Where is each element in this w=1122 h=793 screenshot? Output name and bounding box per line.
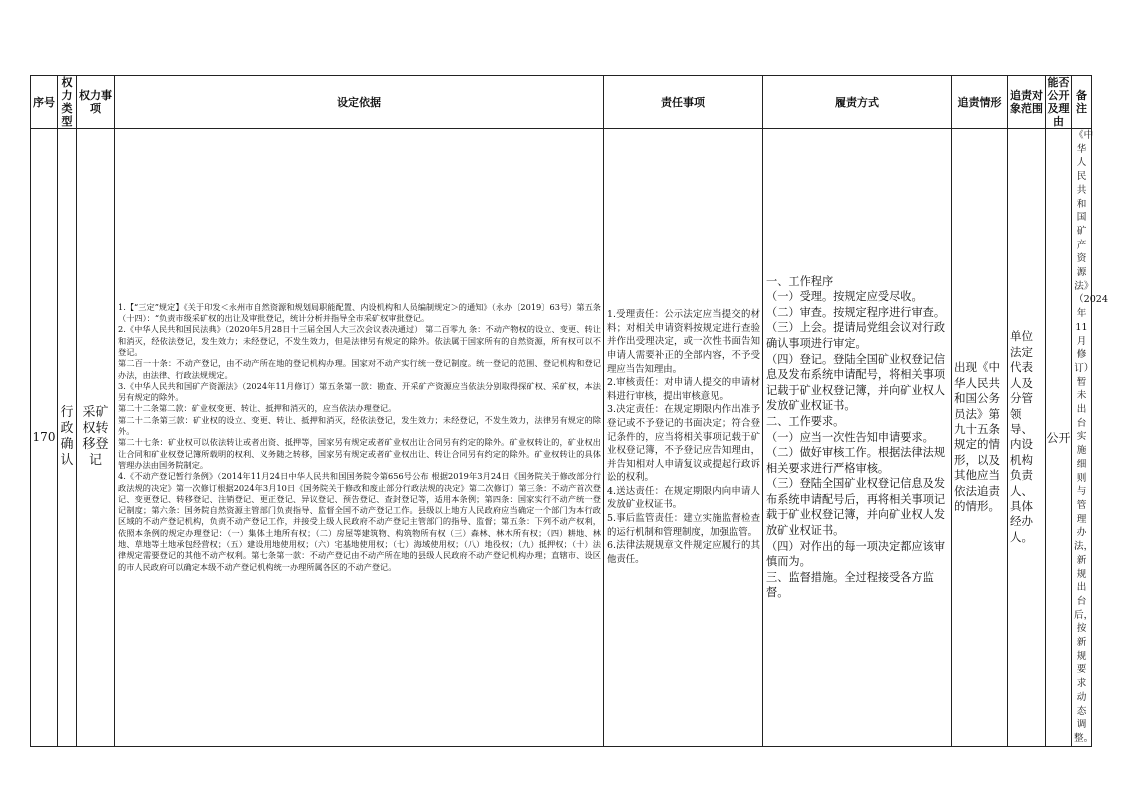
basis-paragraph: 第二十二条第二款：矿业权变更、转让、抵押和消灭的，应当依法办理登记。 bbox=[118, 403, 397, 414]
duty-line: 一、工作程序 bbox=[766, 274, 834, 288]
basis-paragraph: 1.【“三定”规定】《关于印发＜永州市自然资源和规划局职能配置、内设机构和人员编制规定＞的通知》（永办〔2019〕63号）第五条（十四）：“负责市级采矿权的出让及审批登记，统计分析并指导全市采矿权审批登记。 bbox=[118, 301, 601, 324]
row-note: 《中华人民共和国矿产资源法》（2024年11月修订）暂未出台实施细则与管理办法，新规出台后，按新规要求动态调整。 bbox=[1072, 129, 1092, 747]
responsibility-item: 4.送达责任：在规定期限内向申请人发放矿业权证书。 bbox=[607, 485, 760, 511]
basis-paragraph: 4.《不动产登记暂行条例》（2014年11月24日中华人民共和国国务院令第656号公布 根据2019年3月24日《国务院关于修改部分行政法规的决定》第一次修订根据2024年3月10日《国务院关于修改和废止部分行政法规的决定》第二次修订）第三条：不动产首次登记、变更登记、转移登记、注销登记、更正登记、异议登记、预告登记、查封登记等，适用本条例；第四条：国家实行不动产统一登记制度；第六条：国务院自然资源主管部门负责指导、监督全国不动产登记工作。县级以上地方人民政府应当确定一个部门为本行政区域的不动产登记机构，负责不动产登记工作，并接受上级人民政府不动产登记主管部门的指导、监督；第五条：下列不动产权利，依照本条例的规定办理登记：（一）集体土地所有权；（二）房屋等建筑物、构筑物所有权（三）森林、林木所有权；（四）耕地、林地、草地等土地承包经营权；（五）建设用地使用权；（六）宅基地使用权；（七）海域使用权；（八）地役权；（九）抵押权；（十）法律规定需要登记的其他不动产权利。第七条第一款：不动产登记由不动产所在地的县级人民政府不动产登记机构办理；直辖市、设区的市人民政府可以确定本级不动产登记机构统一办理所属各区的不动产登记。 bbox=[118, 471, 601, 572]
row-power-item: 采矿权转移登记 bbox=[77, 129, 115, 747]
duty-line: （三）上会。提请局党组会议对行政确认事项进行审定。 bbox=[766, 321, 946, 350]
row-basis bbox=[115, 129, 604, 747]
responsibility-item: 3.决定责任：在规定期限内作出准予登记或不予登记的书面决定；符合登记条件的，应当将相关事项记载于矿业权登记簿，不予登记应告知理由，并告知相对人申请复议或提起行政诉讼的权利。 bbox=[607, 404, 760, 484]
header-power-type: 权力类型 bbox=[58, 76, 77, 129]
duty-line: 二、工作要求。 bbox=[766, 414, 845, 428]
power-list-table bbox=[30, 75, 1109, 747]
header-public: 能否公开及理由 bbox=[1047, 76, 1070, 128]
duty-line: （一）受理。按规定应受尽收。 bbox=[766, 290, 923, 304]
responsibility-item: 6.法律法规规章文件规定应履行的其他责任。 bbox=[607, 540, 760, 565]
basis-paragraph: 第二十七条：矿业权可以依法转让或者出资、抵押等，国家另有规定或者矿业权出让合同另有约定的除外。矿业权转让的，矿业权出让合同和矿业权登记簿所载明的权利、义务随之转移，国家另有规定或者矿业权出让、转让合同另有约定的除外。矿业权转让的具体管理办法由国务院制定。 bbox=[118, 437, 601, 470]
header-basis: 设定依据 bbox=[115, 76, 604, 129]
basis-paragraph: 3.《中华人民共和国矿产资源法》（2024年11月修订）第五条第一款：勘查、开采矿产资源应当依法分别取得探矿权、采矿权，本法另有规定的除外。 bbox=[118, 380, 601, 403]
table-header-row bbox=[31, 76, 1092, 129]
duty-line: （一）应当一次性告知申请要求。 bbox=[766, 430, 934, 444]
duty-line: （二）做好审核工作。根据法律法规相关要求进行严格审核。 bbox=[766, 446, 946, 475]
duty-line: （三）登陆全国矿业权登记信息及发布系统申请配号后，再将相关事项记载于矿业权登记簿，并向矿业权人发放矿业权证书。 bbox=[766, 477, 946, 538]
basis-paragraph: 第二十二条第三款：矿业权的设立、变更、转让、抵押和消灭，经依法登记，发生效力；未经登记，不发生效力，法律另有规定的除外。 bbox=[118, 414, 601, 437]
duty-line: 三、监督措施。全过程接受各方监督。 bbox=[766, 570, 934, 600]
row-no: 170 bbox=[31, 129, 58, 747]
header-power-item: 权力事项 bbox=[77, 76, 115, 129]
responsibility-item: 1.受理责任：公示法定应当提交的材料；对相关申请资料按规定进行查验并作出受理决定，或一次性书面告知申请人需要补正的全部内容，不予受理应当告知理由。 bbox=[607, 309, 760, 375]
header-accountability: 追责情形 bbox=[952, 76, 1008, 129]
table-row bbox=[31, 129, 1092, 747]
duty-line: （四）登记。登陆全国矿业权登记信息及发布系统申请配号，将相关事项记载于矿业权登记簿，并向矿业权人发放矿业权证书。 bbox=[766, 352, 946, 413]
header-note: 备注 bbox=[1072, 76, 1092, 129]
row-accountability-scope: 单位法定代表人及分管领导、内设机构负责人、具体经办人。 bbox=[1008, 129, 1046, 747]
basis-paragraph: 第二百一十条：不动产登记，由不动产所在地的登记机构办理。国家对不动产实行统一登记制度。统一登记的范围、登记机构和登记办法，由法律、行政法规规定。 bbox=[118, 358, 601, 380]
duty-line: （二）审查。按规定程序进行审查。 bbox=[766, 305, 946, 319]
duty-line: （四）对作出的每一项决定都应该审慎而为。 bbox=[766, 539, 946, 569]
row-responsibility bbox=[604, 129, 763, 747]
row-duty-method bbox=[763, 129, 952, 747]
responsibility-item: 2.审核责任：对申请人提交的申请材料进行审核，提出审核意见。 bbox=[607, 377, 760, 402]
row-power-type: 行政确认 bbox=[58, 129, 77, 747]
basis-paragraph: 2.《中华人民共和国民法典》（2020年5月28日十三届全国人大三次会议表决通过） 第二百零九 条：不动产物权的设立、变更、转让和消灭，经依法登记，发生效力；未经登记，不发生效力，但是法律另有规定的除外。依法属于国家所有的自然资源，所有权可以不登记。 bbox=[118, 324, 601, 357]
row-public: 公开 bbox=[1046, 129, 1072, 747]
header-duty-method: 履责方式 bbox=[763, 76, 952, 129]
header-responsibility: 责任事项 bbox=[604, 76, 763, 129]
row-accountability: 出现《中华人民共和国公务员法》第九十五条规定的情形，以及其他应当依法追责的情形。 bbox=[952, 129, 1008, 747]
header-accountability-scope: 追责对象范围 bbox=[1008, 76, 1046, 129]
responsibility-item: 5.事后监管责任：建立实施监督检查的运行机制和管理制度，加强监管。 bbox=[607, 513, 760, 538]
header-no: 序号 bbox=[31, 76, 58, 129]
